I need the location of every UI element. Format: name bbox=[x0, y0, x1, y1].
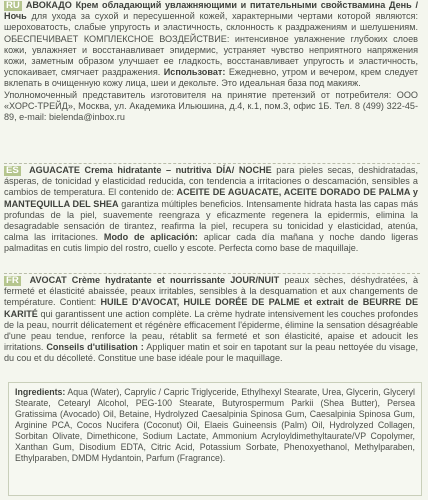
fr-text-2: qui garantissent une action complète. La crème hydrate intensivement les couches profondes de la peau, nourrit délicatement et régénère efficacement l'épiderme, élimine la sensation désagréable d'une peau tendue, renforce la peau, rétablit sa fermeté et son élasticité, apaise et adoucit les irritations. bbox=[4, 308, 418, 353]
section-divider bbox=[4, 163, 420, 164]
fr-product-title: AVOCAT Crème hydratante et nourrissante JOUR/NUIT bbox=[24, 275, 280, 285]
es-usage-heading: Modo de aplicación: bbox=[98, 232, 198, 243]
ru-description-text: для ухода за сухой и пересушенной кожей, характерными чертами которой являются: шероховатость, слабые упругость и эластичность, склонность к раздражениям и шелушениям. ОБЕСПЕЧИВАЕТ КОМПЛЕКСНОЕ ВОЗДЕЙСТВИЕ: интенсивное увлажнение глубоких слоев кожи, увлажняет и восстанавливает эпидермис, устраняет чувство неприятного напряжения кожи, заметным образом улучшает ее гладкость, восстанавливает упругость и эластичность, успокаивает, смягчает раздражения. bbox=[4, 11, 418, 78]
ru-product-type: Крем обладающий увлажняющими и питательными свойствамина День / Ночь bbox=[4, 0, 418, 22]
fr-text-1: peaux sèches, déshydratées, à fermeté et élasticité abaissée, peaux irritables, sensibles à la desquamation et aux changements de température. Contient: bbox=[4, 275, 419, 308]
es-product-title: AGUACATE Crema hidratante – nutritiva DÍA/ NOCHE bbox=[24, 165, 272, 175]
es-text-1: para pieles secas, deshidratadas, ásperas, de tonicidad y elasticidad reducida, con tendencia a irritaciones o descamación, sensibles a cambios de temperatura. El contenido de: bbox=[4, 165, 418, 198]
ingredients-label: Ingredients: bbox=[15, 387, 66, 397]
language-badge-fr: FR bbox=[6, 275, 19, 286]
es-usage-text: aplicar cada día mañana y noche dando ligeras palmaditas en cutis limpio del rostro, cuello y escote. Perfecta como base de maquillaje. bbox=[4, 232, 418, 254]
ru-usage-text: Ежедневно, утром и вечером, крем следует вклепать в очищенную кожу лица, шеи и декольте. Это идеальная база под макияж. bbox=[4, 67, 418, 89]
fr-usage-text: Appliquer matin et soir en tapotant sur la peau nettoyée du visage, du cou et du décolleté. Constitue une base idéale pour le maquillage. bbox=[4, 342, 419, 364]
fr-usage-heading: Conseils d'utilisation : bbox=[43, 342, 144, 353]
french-paragraph bbox=[4, 275, 418, 365]
spanish-description bbox=[0, 165, 428, 255]
ingredients-text: Aqua (Water), Caprylic / Capric Triglyceride, Ethylhexyl Stearate, Urea, Glycerin, Glyceryl Stearate, Cetearyl Alcohol, PEG-100 Stearate, Butyrospermum Parkii (Shea Butter), Persea Gratissima (Avocado) Oil, Betaine, Hydrolyzed Caesalpinia Spinosa Gum, Caesalpinia Spinosa Gum, Arginine PCA, Cocos Nucifera (Coconut) Oil, Elaeis Guineensis (Palm) Oil, Hydrolyzed Collagen, Sorbitan Olivate, Dimethicone, Sodium Lactate, Ammonium Acryloyldimethyltaurate/VP Copolymer, Xanthan Gum, Disodium EDTA, Citric Acid, Potassium Sorbate, Phenoxyethanol, Methylparaben, Ethylparaben, DMDM Hydantoin, Parfum (Fragrance). bbox=[15, 387, 415, 463]
language-badge-es: ES bbox=[6, 165, 19, 176]
french-description bbox=[0, 275, 428, 365]
ru-product-name: АВОКАДО bbox=[25, 0, 72, 10]
section-divider bbox=[4, 273, 420, 274]
russian-description bbox=[0, 0, 428, 123]
fr-ingredients-highlight: HUILE D'AVOCAT, HUILE DORÉE DE PALME et extrait de BEURRE DE KARITÉ bbox=[4, 297, 419, 319]
ingredients-list bbox=[15, 387, 415, 464]
ru-usage-heading: Использоват: bbox=[160, 67, 226, 78]
language-badge-ru: RU bbox=[6, 0, 20, 11]
ru-distributor-info: Уполномоченный представитель изготовителя на принятие претензий от потребителя: ООО «ХОРС-ТРЕЙД», Москва, ул. Академика Ильюшина, д.4, к.1, пом.3, офис 1Б. Тел. 8 (499) 322-45-89, e-mail: bielenda@inbox.ru bbox=[4, 89, 418, 123]
russian-paragraph-main bbox=[4, 0, 418, 90]
es-text-2: garantiza múltiples beneficios. Intensamente hidrata hasta las capas más profundas de la piel, suavemente reengraza y eficazmente regenera la epidermis, elimina la desagradable sensación de tirantez, reafirma la piel, recupera su tonicidad y elasticidad, atenúa, calma las irritaciones. bbox=[4, 198, 418, 243]
spanish-paragraph bbox=[4, 165, 418, 255]
ingredients-box bbox=[8, 382, 422, 496]
es-ingredients-highlight: ACEITE DE AGUACATE, ACEITE DORADO DE PALMA y MANTEQUILLA DEL SHEA bbox=[4, 187, 418, 209]
